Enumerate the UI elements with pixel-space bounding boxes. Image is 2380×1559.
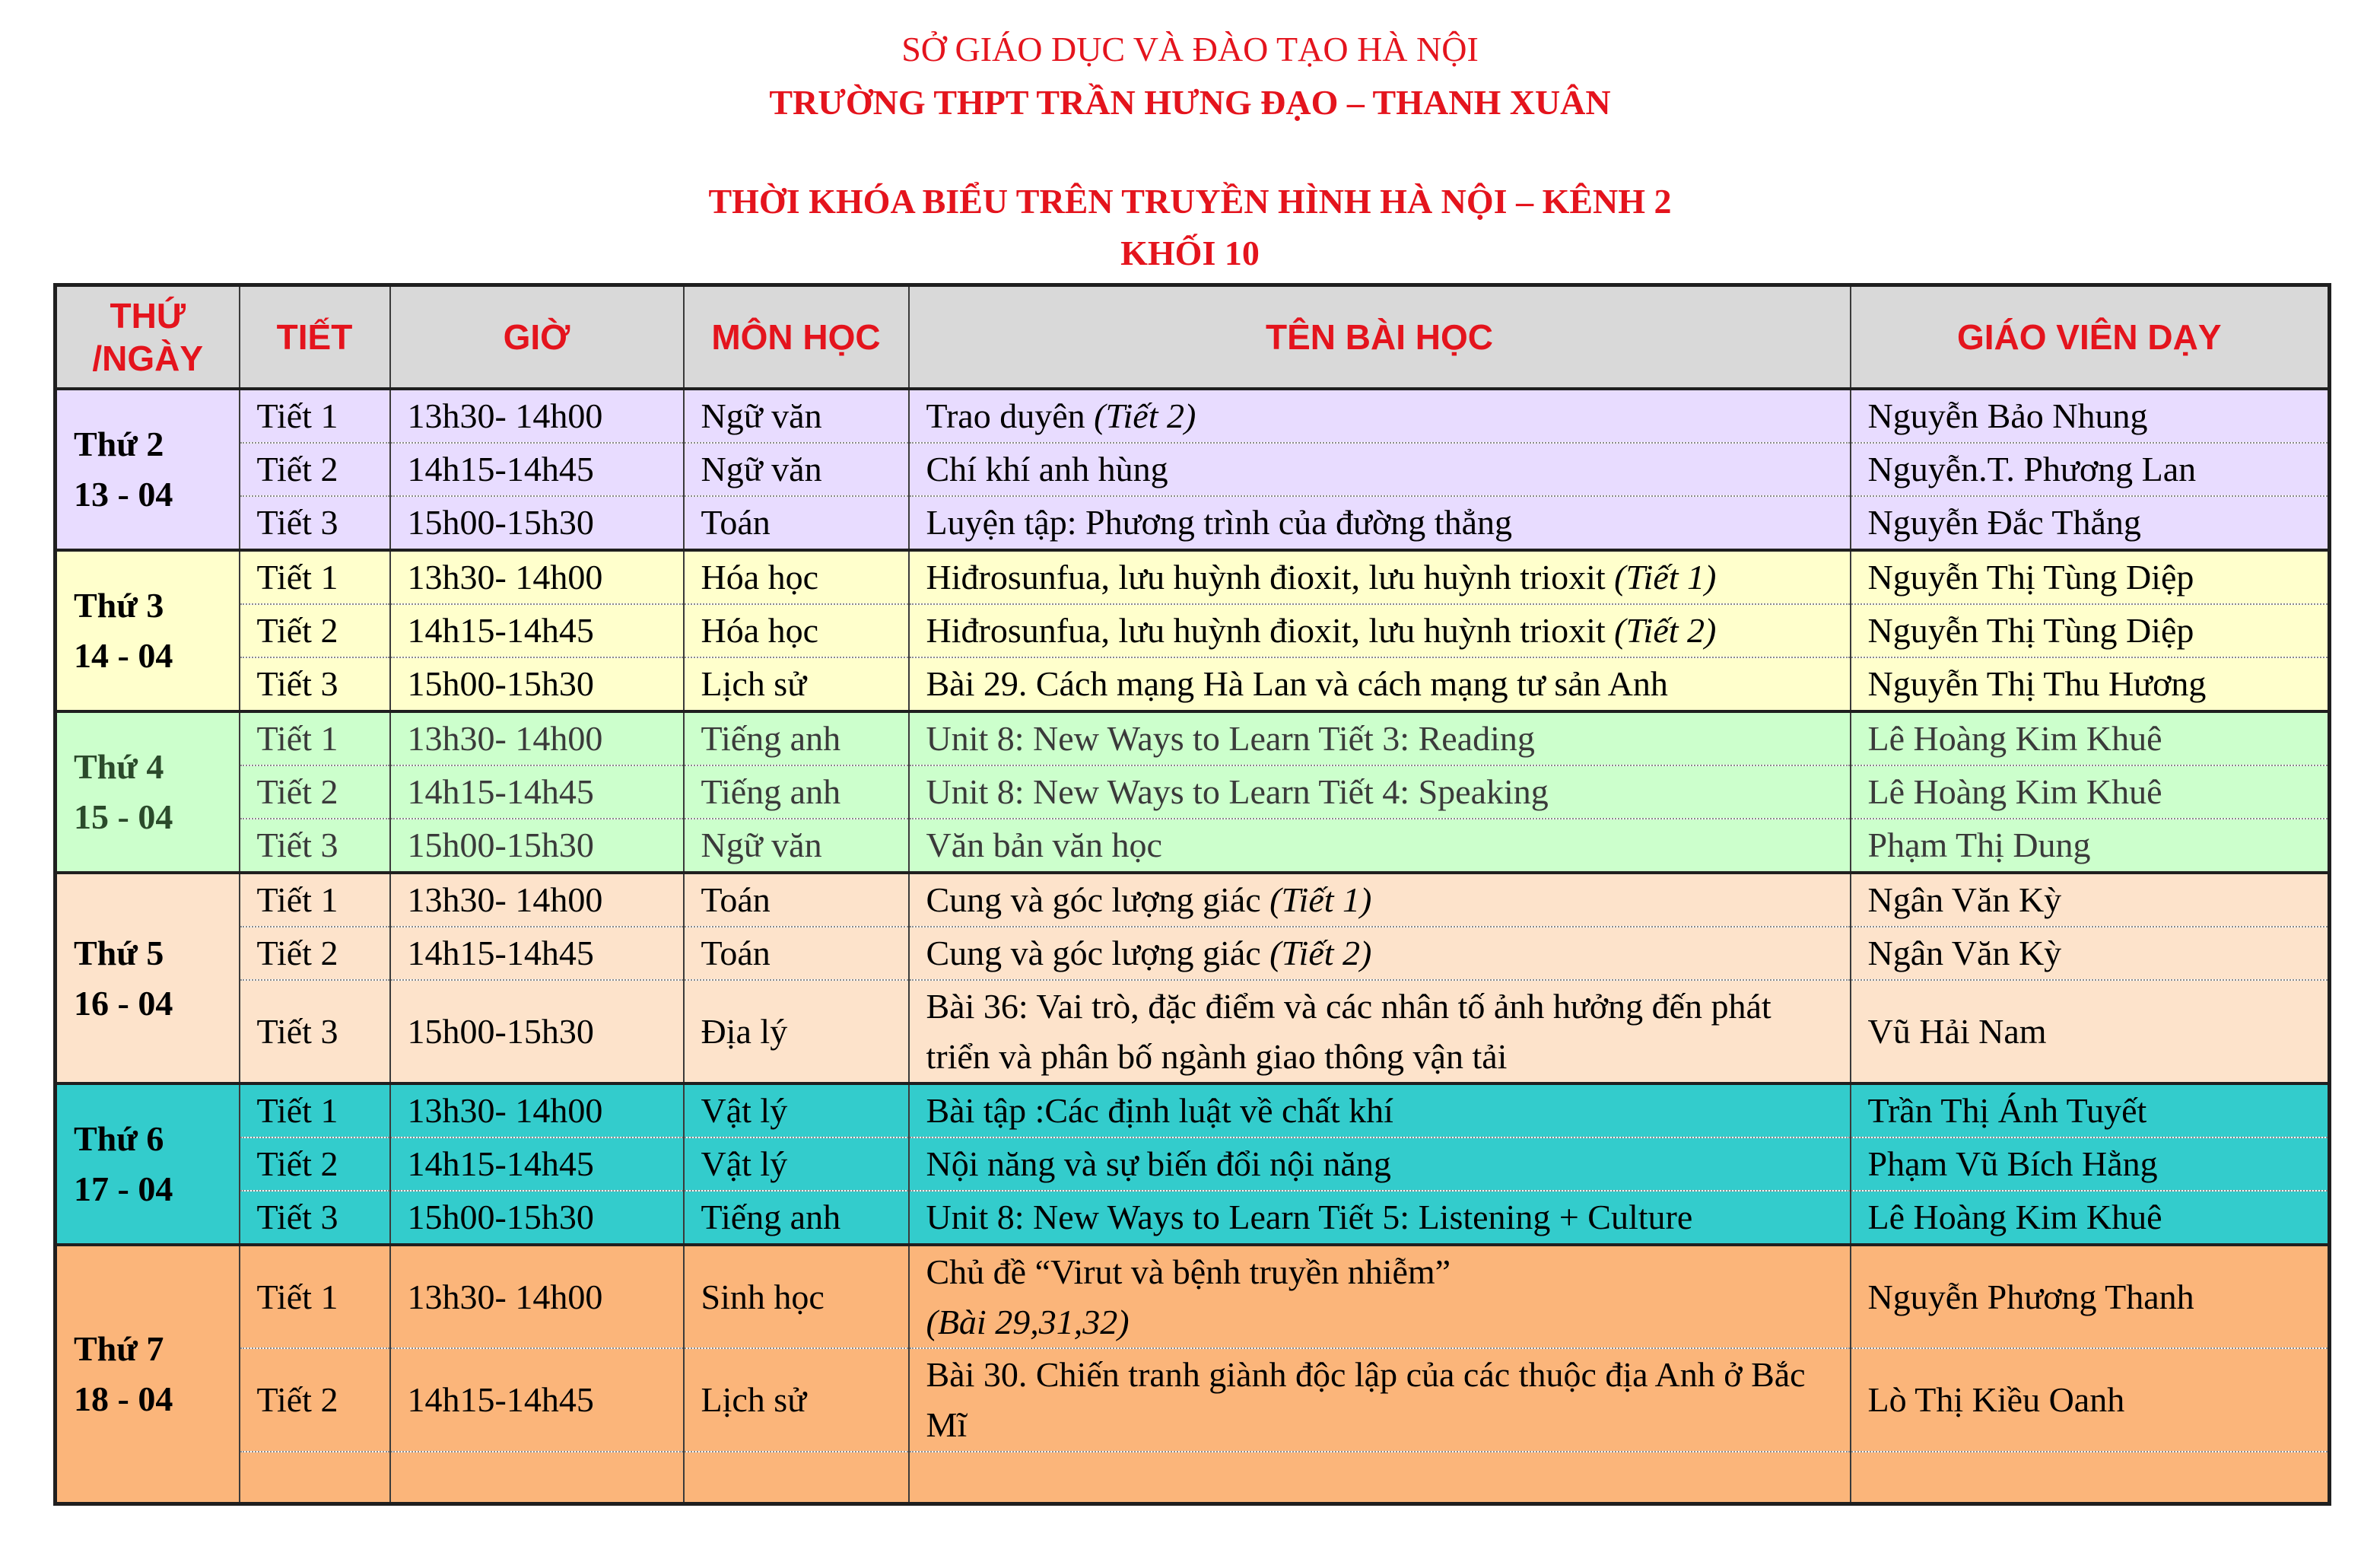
table-row [56, 765, 2330, 819]
period-cell: Tiết 2 [240, 1137, 390, 1191]
period-cell [240, 1452, 390, 1503]
lesson-cell [909, 927, 1851, 980]
lesson-title: Bài tập :Các định luật về chất khí [926, 1091, 1393, 1130]
lesson-title: Bài 29. Cách mạng Hà Lan và cách mạng tư sản Anh [926, 664, 1668, 703]
time-cell: 14h15-14h45 [390, 765, 684, 819]
period-cell: Tiết 2 [240, 1348, 390, 1452]
subject-cell: Vật lý [684, 1083, 909, 1137]
teacher-cell: Nguyễn Đắc Thắng [1851, 496, 2330, 550]
grade-title: KHỐI 10 [1120, 234, 1260, 272]
table-row [56, 389, 2330, 443]
time-cell: 13h30- 14h00 [390, 550, 684, 604]
subject-cell: Ngữ văn [684, 443, 909, 496]
lesson-cell [909, 1191, 1851, 1245]
table-row [56, 1348, 2330, 1452]
day-cell [56, 550, 240, 711]
period-cell: Tiết 3 [240, 1191, 390, 1245]
col-header-lesson: TÊN BÀI HỌC [909, 285, 1851, 390]
lesson-title: Unit 8: New Ways to Learn Tiết 4: Speaking [926, 772, 1549, 811]
subject-cell: Lịch sử [684, 1348, 909, 1452]
school-title: TRƯỜNG THPT TRẦN HƯNG ĐẠO – THANH XUÂN [769, 83, 1611, 122]
lesson-cell [909, 980, 1851, 1083]
period-cell: Tiết 2 [240, 443, 390, 496]
table-row [56, 927, 2330, 980]
day-name: Thứ 3 [74, 586, 164, 625]
subject-cell: Tiếng anh [684, 1191, 909, 1245]
lesson-note: (Tiết 1) [1614, 558, 1717, 597]
lesson-note: (Tiết 1) [1269, 880, 1372, 919]
table-row [56, 550, 2330, 604]
table-row [56, 443, 2330, 496]
period-cell: Tiết 1 [240, 1083, 390, 1137]
time-cell: 13h30- 14h00 [390, 389, 684, 443]
day-name: Thứ 5 [74, 933, 164, 972]
lesson-cell [909, 604, 1851, 657]
lesson-cell [909, 1348, 1851, 1452]
lesson-cell [909, 1083, 1851, 1137]
day-cell [56, 1245, 240, 1503]
period-cell: Tiết 2 [240, 927, 390, 980]
lesson-title: Chủ đề “Virut và bệnh truyền nhiễm” [926, 1252, 1451, 1291]
lesson-cell [909, 657, 1851, 711]
teacher-cell: Nguyễn Phương Thanh [1851, 1245, 2330, 1348]
teacher-cell: Phạm Vũ Bích Hằng [1851, 1137, 2330, 1191]
lesson-title: Luyện tập: Phương trình của đường thẳng [926, 503, 1512, 542]
period-cell: Tiết 2 [240, 765, 390, 819]
teacher-cell: Nguyễn Thị Tùng Diệp [1851, 604, 2330, 657]
teacher-cell: Lê Hoàng Kim Khuê [1851, 1191, 2330, 1245]
table-row [56, 496, 2330, 550]
table-row [56, 657, 2330, 711]
day-name: Thứ 7 [74, 1328, 164, 1368]
lesson-cell [909, 443, 1851, 496]
lesson-cell [909, 1452, 1851, 1503]
table-row [56, 980, 2330, 1083]
lesson-title: Văn bản văn học [926, 826, 1162, 864]
lesson-cell [909, 1245, 1851, 1348]
period-cell: Tiết 2 [240, 604, 390, 657]
teacher-cell: Phạm Thị Dung [1851, 819, 2330, 873]
time-cell: 14h15-14h45 [390, 604, 684, 657]
col-header-day-line2: /NGÀY [92, 339, 204, 378]
teacher-cell: Ngân Văn Kỳ [1851, 873, 2330, 927]
col-header-day-line1: THỨ [110, 296, 186, 336]
day-date: 17 - 04 [74, 1169, 173, 1208]
header-row [56, 285, 2330, 390]
subject-cell: Ngữ văn [684, 389, 909, 443]
teacher-cell: Nguyễn Bảo Nhung [1851, 389, 2330, 443]
subject-cell [684, 1452, 909, 1503]
time-cell: 14h15-14h45 [390, 927, 684, 980]
time-cell: 15h00-15h30 [390, 657, 684, 711]
day-cell [56, 1083, 240, 1245]
lesson-cell [909, 873, 1851, 927]
lesson-title: Unit 8: New Ways to Learn Tiết 5: Listening + Culture [926, 1198, 1693, 1236]
period-cell: Tiết 1 [240, 1245, 390, 1348]
col-header-teacher: GIÁO VIÊN DẠY [1851, 285, 2330, 390]
day-cell [56, 873, 240, 1083]
period-cell: Tiết 1 [240, 389, 390, 443]
time-cell: 13h30- 14h00 [390, 873, 684, 927]
lesson-note: (Tiết 2) [1614, 611, 1717, 650]
lesson-title: Unit 8: New Ways to Learn Tiết 3: Reading [926, 719, 1535, 758]
day-date: 18 - 04 [74, 1379, 173, 1418]
lesson-cell [909, 711, 1851, 765]
teacher-cell [1851, 1452, 2330, 1503]
day-name: Thứ 6 [74, 1119, 164, 1158]
time-cell: 15h00-15h30 [390, 819, 684, 873]
department-title: SỞ GIÁO DỤC VÀ ĐÀO TẠO HÀ NỘI [901, 30, 1479, 68]
lesson-cell [909, 765, 1851, 819]
table-row [56, 1452, 2330, 1503]
period-cell: Tiết 3 [240, 819, 390, 873]
schedule-title: THỜI KHÓA BIỂU TRÊN TRUYỀN HÌNH HÀ NỘI – KÊNH 2 [708, 182, 1672, 221]
time-cell: 14h15-14h45 [390, 1348, 684, 1452]
time-cell: 14h15-14h45 [390, 1137, 684, 1191]
subject-cell: Sinh học [684, 1245, 909, 1348]
time-cell: 15h00-15h30 [390, 496, 684, 550]
subject-cell: Tiếng anh [684, 711, 909, 765]
col-header-time: GIỜ [390, 285, 684, 390]
subject-cell: Lịch sử [684, 657, 909, 711]
table-row [56, 1191, 2330, 1245]
table-row [56, 711, 2330, 765]
col-header-period: TIẾT [240, 285, 390, 390]
day-date: 13 - 04 [74, 475, 173, 514]
table-row [56, 1083, 2330, 1137]
day-cell [56, 389, 240, 550]
teacher-cell: Lò Thị Kiều Oanh [1851, 1348, 2330, 1452]
lesson-title: Trao duyên [926, 396, 1095, 435]
subject-cell: Địa lý [684, 980, 909, 1083]
period-cell: Tiết 3 [240, 980, 390, 1083]
subject-cell: Vật lý [684, 1137, 909, 1191]
teacher-cell: Lê Hoàng Kim Khuê [1851, 711, 2330, 765]
lesson-cell [909, 819, 1851, 873]
lesson-title: Nội năng và sự biến đổi nội năng [926, 1144, 1391, 1183]
lesson-title: Cung và góc lượng giác [926, 934, 1270, 972]
table-row [56, 1245, 2330, 1348]
time-cell: 13h30- 14h00 [390, 1083, 684, 1137]
subject-cell: Ngữ văn [684, 819, 909, 873]
teacher-cell: Nguyễn.T. Phương Lan [1851, 443, 2330, 496]
table-row [56, 1137, 2330, 1191]
subject-cell: Toán [684, 927, 909, 980]
time-cell [390, 1452, 684, 1503]
table-row [56, 604, 2330, 657]
time-cell: 15h00-15h30 [390, 980, 684, 1083]
subject-cell: Toán [684, 873, 909, 927]
time-cell: 14h15-14h45 [390, 443, 684, 496]
period-cell: Tiết 3 [240, 496, 390, 550]
teacher-cell: Nguyễn Thị Tùng Diệp [1851, 550, 2330, 604]
col-header-subject: MÔN HỌC [684, 285, 909, 390]
lesson-note: (Bài 29,31,32) [926, 1302, 1130, 1341]
subject-cell: Hóa học [684, 604, 909, 657]
table-row [56, 873, 2330, 927]
teacher-cell: Lê Hoàng Kim Khuê [1851, 765, 2330, 819]
day-date: 14 - 04 [74, 636, 173, 675]
teacher-cell: Vũ Hải Nam [1851, 980, 2330, 1083]
teacher-cell: Trần Thị Ánh Tuyết [1851, 1083, 2330, 1137]
period-cell: Tiết 1 [240, 711, 390, 765]
day-date: 16 - 04 [74, 983, 173, 1023]
day-cell [56, 711, 240, 873]
day-name: Thứ 2 [74, 425, 164, 463]
subject-cell: Tiếng anh [684, 765, 909, 819]
teacher-cell: Ngân Văn Kỳ [1851, 927, 2330, 980]
lesson-title: Hiđrosunfua, lưu huỳnh đioxit, lưu huỳnh trioxit [926, 558, 1615, 597]
lesson-cell [909, 1137, 1851, 1191]
lesson-cell [909, 550, 1851, 604]
timetable [53, 283, 2331, 1506]
day-date: 15 - 04 [74, 797, 173, 836]
period-cell: Tiết 1 [240, 550, 390, 604]
lesson-note: (Tiết 2) [1094, 396, 1196, 435]
lesson-title: Chí khí anh hùng [926, 450, 1168, 488]
lesson-title: Bài 30. Chiến tranh giành độc lập của các thuộc địa Anh ở Bắc Mĩ [926, 1355, 1806, 1444]
period-cell: Tiết 3 [240, 657, 390, 711]
lesson-cell [909, 496, 1851, 550]
table-row [56, 819, 2330, 873]
teacher-cell: Nguyễn Thị Thu Hương [1851, 657, 2330, 711]
lesson-title: Cung và góc lượng giác [926, 880, 1270, 919]
time-cell: 15h00-15h30 [390, 1191, 684, 1245]
day-name: Thứ 4 [74, 747, 164, 786]
col-header-day [56, 285, 240, 390]
period-cell: Tiết 1 [240, 873, 390, 927]
time-cell: 13h30- 14h00 [390, 1245, 684, 1348]
time-cell: 13h30- 14h00 [390, 711, 684, 765]
lesson-cell [909, 389, 1851, 443]
lesson-note: (Tiết 2) [1269, 934, 1372, 972]
subject-cell: Hóa học [684, 550, 909, 604]
lesson-title: Hiđrosunfua, lưu huỳnh đioxit, lưu huỳnh trioxit [926, 611, 1615, 650]
lesson-title: Bài 36: Vai trò, đặc điểm và các nhân tố ảnh hưởng đến phát triển và phân bố ngành giao thông vận tải [926, 986, 1771, 1076]
subject-cell: Toán [684, 496, 909, 550]
